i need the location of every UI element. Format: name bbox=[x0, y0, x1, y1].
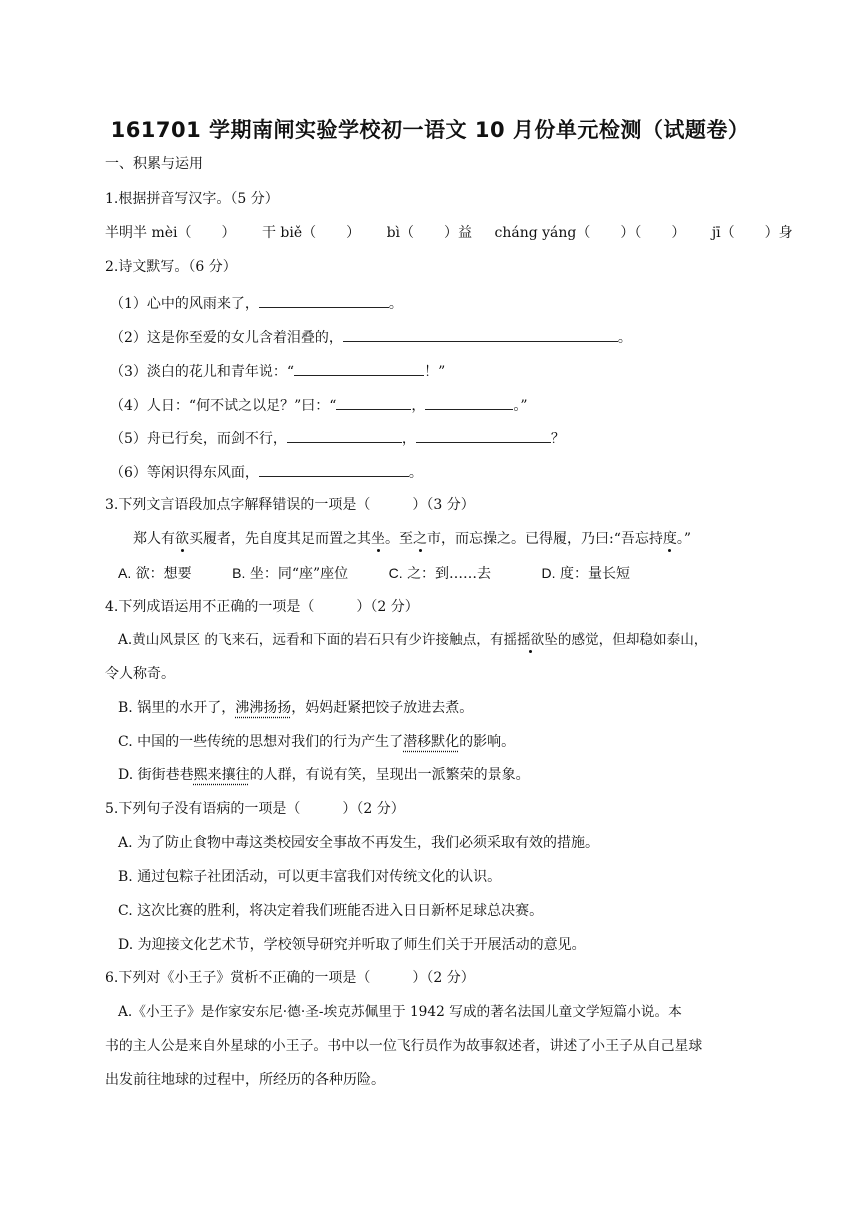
pinyin-item-1: 半明半 mèi（ ） bbox=[105, 225, 236, 241]
option-d[interactable]: D. 街街巷巷熙来攘往的人群，有说有笑，呈现出一派繁荣的景象。 bbox=[118, 767, 530, 783]
dotted-char: 欲 bbox=[175, 531, 189, 547]
question-1-stem: 1.根据拼音写汉字。（5 分） bbox=[105, 191, 279, 207]
option-d[interactable]: D. 为迎接文化艺术节，学校领导研究并听取了师生们关于开展活动的意见。 bbox=[118, 937, 586, 953]
option-c[interactable]: C. 中国的一些传统的思想对我们的行为产生了潜移默化的影响。 bbox=[118, 734, 516, 750]
page-title: 161701 学期南闸实验学校初一语文 10 月份单元检测（试题卷） bbox=[110, 118, 750, 142]
option-b[interactable]: B. 通过包粽子社团活动，可以更丰富我们对传统文化的认识。 bbox=[118, 869, 502, 885]
question-2-stem: 2.诗文默写。（6 分） bbox=[105, 259, 237, 275]
option-b[interactable]: B. 坐：同“座”座位 bbox=[232, 565, 349, 582]
dotted-char: 坐 bbox=[371, 531, 385, 547]
question-1-pinyin-line bbox=[105, 223, 793, 243]
option-a[interactable]: A.黄山风景区 的飞来石，远看和下面的岩石只有少许接触点，有摇摇欲坠的感觉，但却稳如泰山， bbox=[118, 632, 708, 648]
recitation-line-2: （2）这是你至爱的女儿含着泪叠的， 。 bbox=[110, 326, 632, 348]
question-3-options bbox=[118, 563, 630, 584]
option-c[interactable]: C. 这次比赛的胜利，将决定着我们班能否进入日日新杯足球总决赛。 bbox=[118, 903, 544, 919]
dotted-idiom: 熙来攘往 bbox=[193, 767, 250, 783]
dotted-char: 度 bbox=[662, 531, 677, 547]
section-heading: 一、积累与运用 bbox=[105, 156, 203, 172]
answer-blank[interactable] bbox=[287, 427, 402, 443]
option-b[interactable]: B. 锅里的水开了，沸沸扬扬，妈妈赶紧把饺子放进去煮。 bbox=[118, 700, 474, 716]
question-5-stem: 5.下列句子没有语病的一项是（ ）（2 分） bbox=[105, 801, 405, 817]
option-a[interactable]: A.《小王子》是作家安东尼·德·圣-埃克苏佩里于 1942 写成的著名法国儿童文学短篇小说。本 bbox=[118, 1004, 682, 1020]
dotted-char: 之 bbox=[413, 531, 427, 547]
option-a-continued: 令人称奇。 bbox=[105, 666, 175, 682]
pinyin-item-4: cháng yáng（ ）（ ） bbox=[494, 225, 686, 241]
recitation-line-3: （3）淡白的花儿和青年说：“ ！” bbox=[110, 360, 445, 382]
answer-blank[interactable] bbox=[343, 326, 618, 342]
answer-blank[interactable] bbox=[294, 360, 424, 376]
pinyin-item-2: 干 biě（ ） bbox=[261, 225, 361, 241]
option-a[interactable]: A. 为了防止食物中毒这类校园安全事故不再发生，我们必须采取有效的措施。 bbox=[118, 835, 600, 851]
recitation-line-6: （6）等闲识得东风面， 。 bbox=[110, 461, 423, 483]
answer-blank[interactable] bbox=[425, 394, 513, 410]
answer-blank[interactable] bbox=[336, 394, 411, 410]
pinyin-item-3: bì（ ）益 bbox=[386, 225, 473, 241]
answer-blank[interactable] bbox=[416, 427, 551, 443]
pinyin-item-5: jī（ ）身 bbox=[711, 225, 793, 241]
dotted-idiom: 潜移默化 bbox=[403, 734, 460, 750]
option-d[interactable]: D. 度：量长短 bbox=[541, 565, 630, 582]
dotted-idiom: 沸沸扬扬 bbox=[235, 700, 292, 716]
recitation-line-4: （4）人日：“何不试之以足？”曰：“ ， 。” bbox=[110, 394, 528, 416]
classical-passage: 郑人有欲买履者，先自度其足而置之其坐。至之市，而忘操之。已得履，乃曰:“吾忘持度。” bbox=[133, 531, 692, 547]
answer-blank[interactable] bbox=[259, 461, 409, 477]
option-a-continued: 出发前往地球的过程中，所经历的各种历险。 bbox=[105, 1072, 385, 1088]
question-3-stem: 3.下列文言语段加点字解释错误的一项是（ ）（3 分） bbox=[105, 497, 475, 513]
recitation-line-5: （5）舟已行矣，而剑不行， ， ？ bbox=[110, 427, 565, 449]
recitation-line-1: （1）心中的风雨来了， 。 bbox=[110, 292, 403, 314]
answer-blank[interactable] bbox=[259, 292, 389, 308]
question-4-stem: 4.下列成语运用不正确的一项是（ ）（2 分） bbox=[105, 599, 419, 615]
option-c[interactable]: C. 之：到……去 bbox=[388, 565, 492, 582]
option-a[interactable]: A. 欲：想要 bbox=[118, 565, 192, 582]
option-a-continued: 书的主人公是来自外星球的小王子。书中以一位飞行员作为故事叙述者，讲述了小王子从自己星球 bbox=[105, 1038, 703, 1054]
question-6-stem: 6.下列对《小王子》赏析不正确的一项是（ ）（2 分） bbox=[105, 970, 475, 986]
dotted-idiom: 摇摇欲坠 bbox=[503, 632, 558, 648]
